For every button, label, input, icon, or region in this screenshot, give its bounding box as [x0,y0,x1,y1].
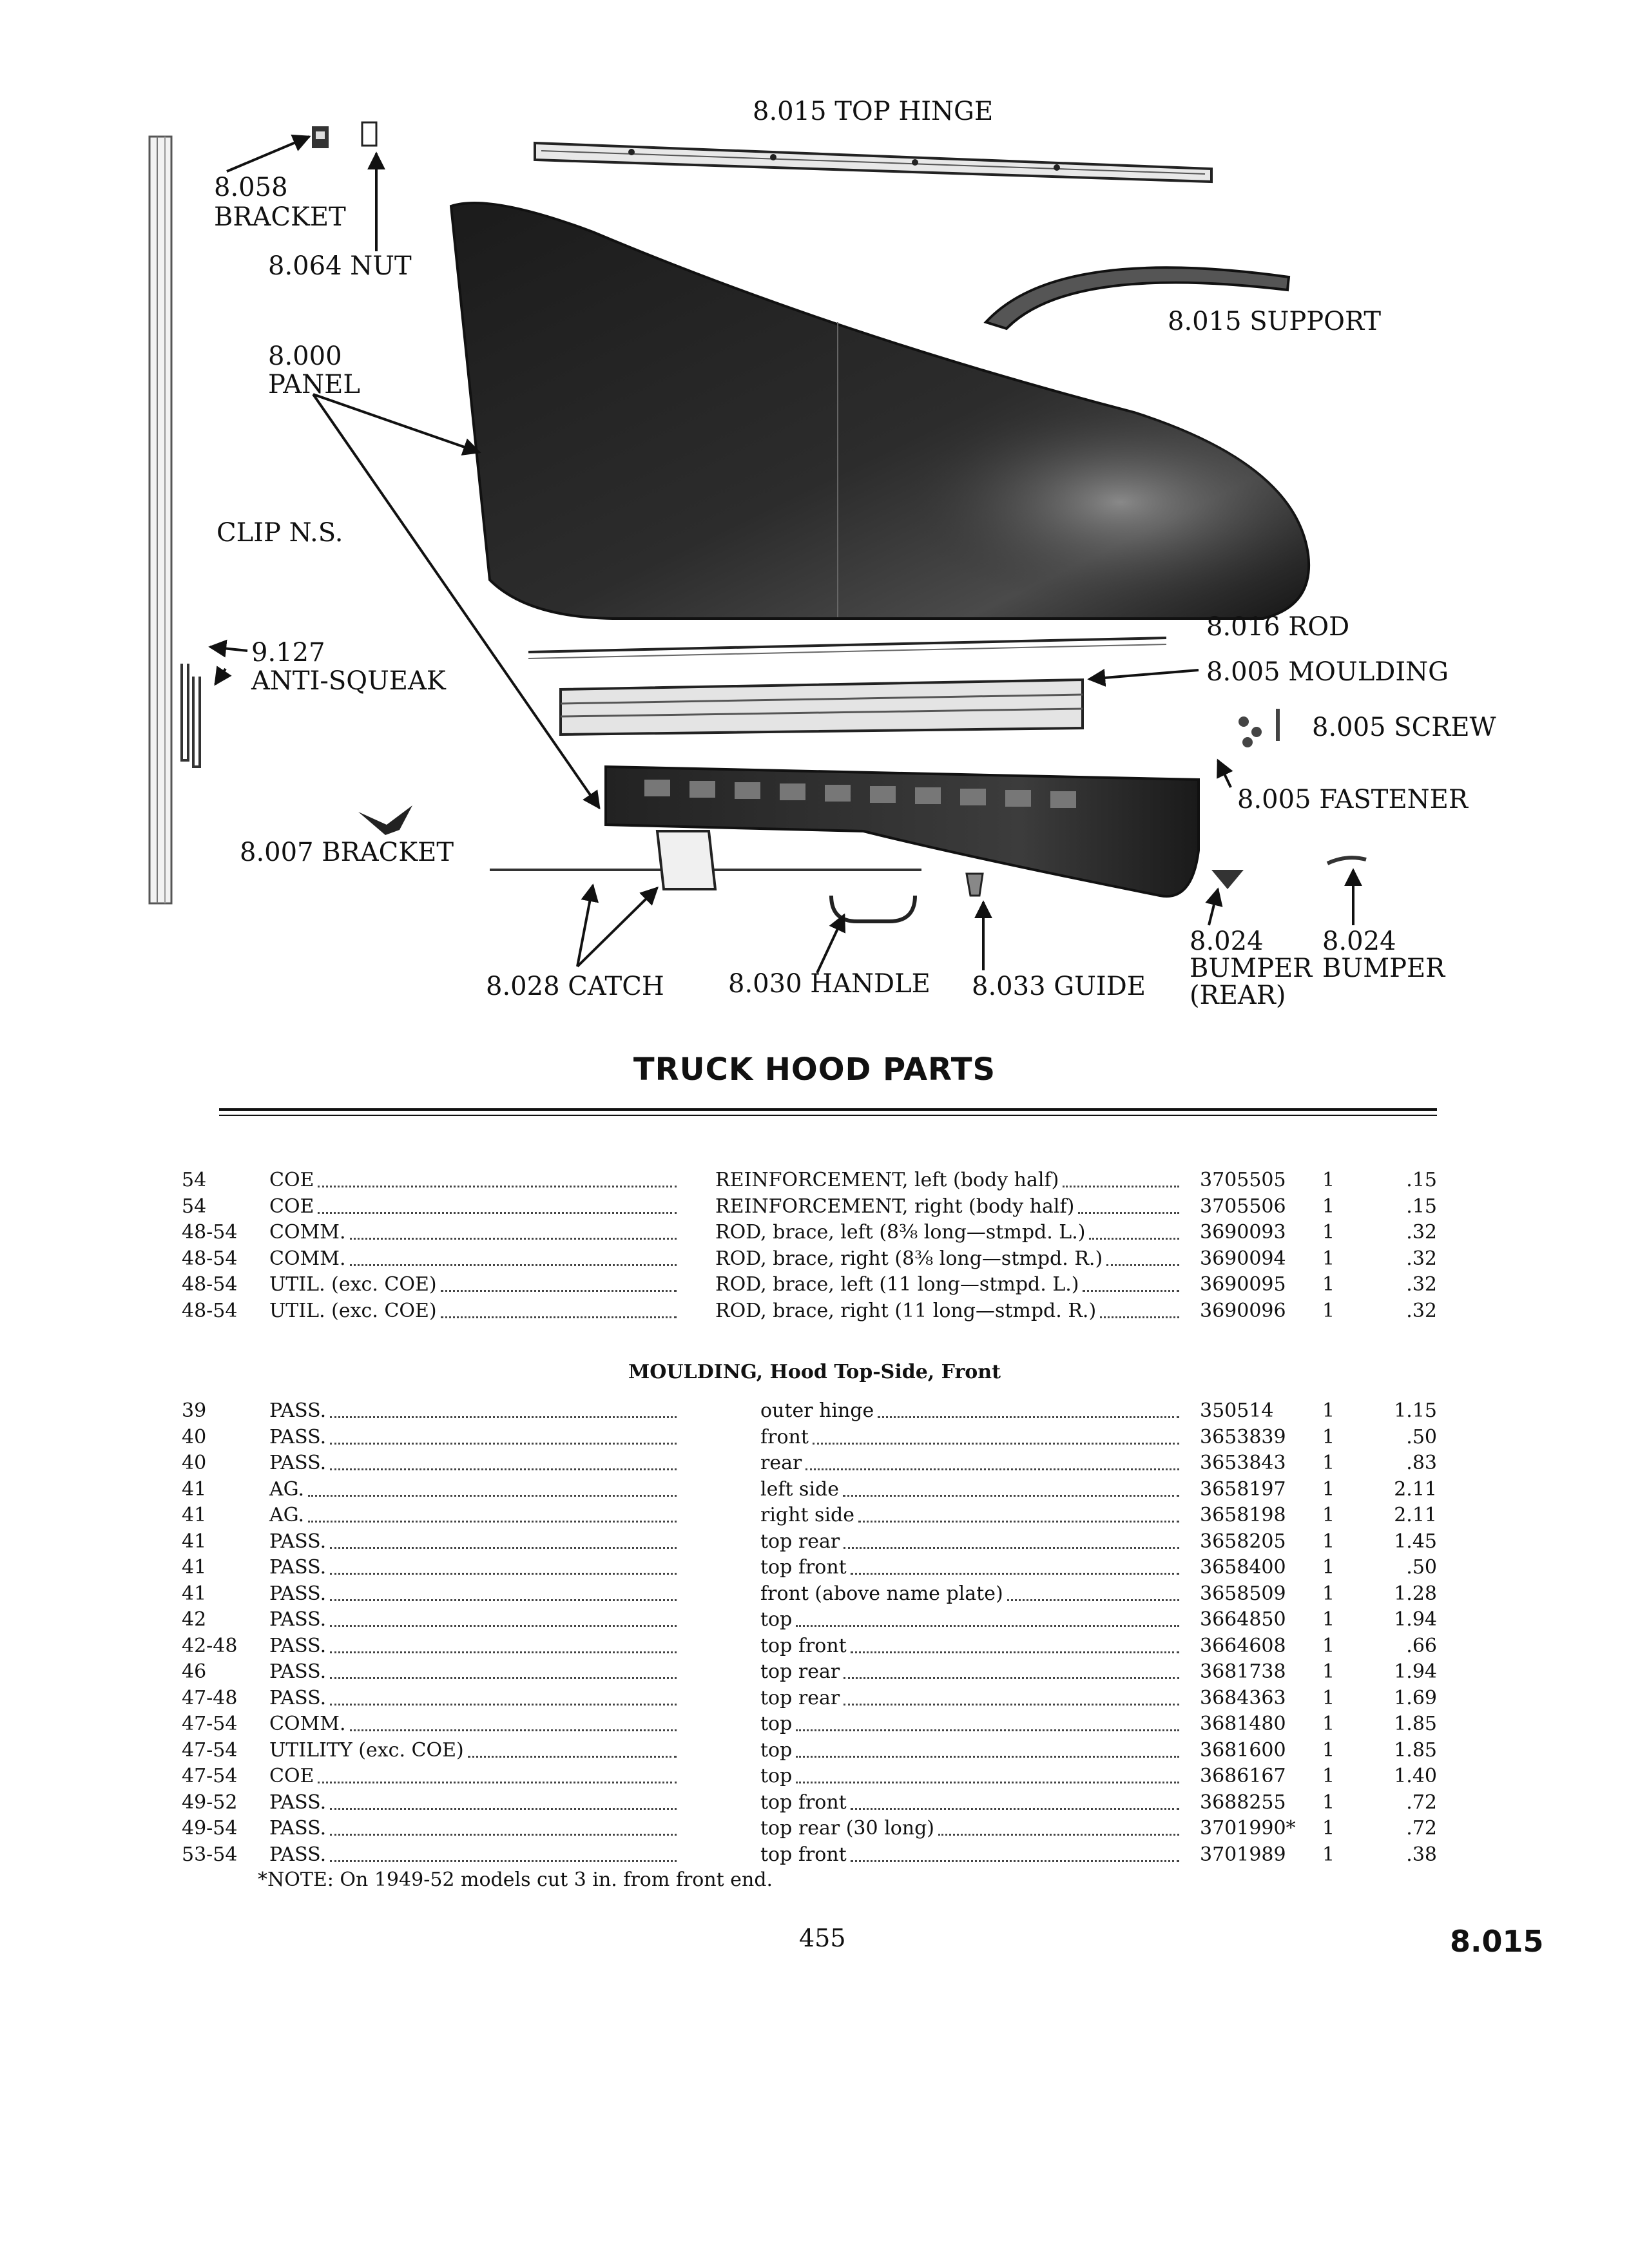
dot-leader [1083,1290,1179,1292]
price-cell: 1.28 [1394,1582,1437,1605]
year-cell: 41 [182,1556,207,1579]
title-rule-thin [219,1115,1437,1116]
quantity-cell: 1 [1322,1425,1335,1448]
part-number-cell: 3681480 [1200,1713,1286,1735]
model-cell: PASS. [269,1582,327,1605]
description-cell: ROD, brace, left (8⅜ long—stmpd. L.) [715,1221,1086,1244]
price-cell: .32 [1406,1299,1437,1322]
dot-leader [813,1443,1179,1445]
dot-leader [350,1264,677,1266]
table-row [0,1246,1629,1273]
quantity-cell: 1 [1322,1791,1335,1814]
price-cell: 1.69 [1394,1686,1437,1709]
table-row [0,1607,1629,1633]
bracket-8058-part [312,126,329,148]
year-cell: 41 [182,1530,207,1553]
description-cell: REINFORCEMENT, right (body half) [715,1195,1075,1218]
quantity-cell: 1 [1322,1817,1335,1840]
label-bumper-rear-number: 8.024 [1190,927,1264,956]
model-cell: PASS. [269,1530,327,1553]
model-cell: PASS. [269,1556,327,1579]
year-cell: 49-54 [182,1817,238,1840]
table-row [0,1272,1629,1298]
model-cell: PASS. [269,1817,327,1840]
model-cell: UTILITY (exc. COE) [269,1738,464,1762]
part-number-cell: 3658198 [1200,1504,1286,1526]
dot-leader [308,1521,677,1523]
part-number-cell: 3684363 [1200,1686,1286,1709]
table-row [0,1503,1629,1529]
model-cell: PASS. [269,1608,327,1631]
model-cell: PASS. [269,1660,327,1683]
year-cell: 41 [182,1582,207,1605]
label-nut: 8.064 NUT [268,251,412,281]
table-row [0,1763,1629,1790]
table-row [0,1168,1629,1194]
quantity-cell: 1 [1322,1765,1335,1787]
description-cell: top rear [760,1686,840,1709]
dot-leader [843,1495,1179,1497]
year-cell: 54 [182,1169,207,1191]
quantity-cell: 1 [1322,1399,1335,1422]
price-cell: .72 [1406,1817,1437,1840]
description-cell: ROD, brace, left (11 long—stmpd. L.) [715,1273,1079,1296]
label-anti-squeak-number: 9.127 [251,638,325,668]
dot-leader [441,1316,677,1318]
quantity-cell: 1 [1322,1738,1335,1762]
anti-squeak-part [182,664,200,767]
dot-leader [1063,1186,1179,1187]
model-cell: PASS. [269,1686,327,1709]
dot-leader [851,1573,1179,1575]
dot-leader [330,1860,677,1862]
dot-leader [938,1834,1179,1836]
model-cell: AG. [269,1477,305,1501]
table-row [0,1790,1629,1816]
year-cell: 47-48 [182,1686,238,1709]
dot-leader [851,1651,1179,1653]
dot-leader [843,1547,1179,1549]
quantity-cell: 1 [1322,1713,1335,1735]
description-cell: top front [760,1556,847,1579]
price-cell: .66 [1406,1634,1437,1657]
price-cell: .72 [1406,1791,1437,1814]
label-fastener: 8.005 FASTENER [1237,785,1468,814]
page-title: TRUCK HOOD PARTS [633,1052,996,1088]
label-bumper-number: 8.024 [1322,927,1396,956]
label-handle: 8.030 HANDLE [728,969,930,999]
year-cell: 46 [182,1660,207,1683]
quantity-cell: 1 [1322,1452,1335,1474]
label-rod: 8.016 ROD [1206,612,1350,642]
part-number-cell: 3681600 [1200,1738,1286,1762]
year-cell: 48-54 [182,1247,238,1270]
part-number-cell: 3701990* [1200,1817,1296,1840]
table-row [0,1581,1629,1608]
price-cell: 1.85 [1394,1738,1437,1762]
table-row [0,1659,1629,1686]
price-cell: 2.11 [1394,1477,1437,1501]
description-cell: ROD, brace, right (8⅜ long—stmpd. R.) [715,1247,1103,1270]
quantity-cell: 1 [1322,1504,1335,1526]
dot-leader [318,1782,677,1783]
year-cell: 47-54 [182,1738,238,1762]
bumper-part [1327,858,1366,863]
dot-leader [330,1443,677,1445]
label-guide: 8.033 GUIDE [972,972,1146,1001]
quantity-cell: 1 [1322,1247,1335,1270]
label-top-hinge: 8.015 TOP HINGE [753,97,994,126]
top-hinge-part [535,143,1211,182]
part-number-cell: 3664850 [1200,1608,1286,1631]
quantity-cell: 1 [1322,1556,1335,1579]
description-cell: top front [760,1634,847,1657]
table-row [0,1842,1629,1869]
table-row [0,1298,1629,1325]
dot-leader [843,1677,1179,1679]
part-number-cell: 3701989 [1200,1843,1286,1866]
dot-leader [858,1521,1179,1523]
description-cell: REINFORCEMENT, left (body half) [715,1169,1059,1191]
year-cell: 54 [182,1195,207,1218]
description-cell: front (above name plate) [760,1582,1003,1605]
label-bumper-rear-note: (REAR) [1190,981,1286,1010]
quantity-cell: 1 [1322,1608,1335,1631]
price-cell: .32 [1406,1247,1437,1270]
moulding-section-heading: MOULDING, Hood Top-Side, Front [628,1361,1001,1383]
model-cell: COMM. [269,1247,346,1270]
table-row [0,1711,1629,1738]
table-row [0,1450,1629,1477]
label-anti-squeak-name: ANTI-SQUEAK [251,666,446,696]
description-cell: left side [760,1477,839,1501]
guide-part [967,874,983,896]
dot-leader [330,1573,677,1575]
quantity-cell: 1 [1322,1530,1335,1553]
table-row [0,1398,1629,1425]
dot-leader [468,1756,677,1758]
table-row [0,1529,1629,1555]
price-cell: .15 [1406,1195,1437,1218]
dot-leader [796,1729,1179,1731]
label-panel-name: PANEL [268,370,360,399]
label-bracket-number: 8.058 [214,173,288,202]
price-cell: .15 [1406,1169,1437,1191]
dot-leader [330,1677,677,1679]
dot-leader [1078,1212,1179,1214]
dot-leader [330,1808,677,1810]
description-cell: top rear (30 long) [760,1817,935,1840]
part-number-cell: 3690093 [1200,1221,1286,1244]
quantity-cell: 1 [1322,1686,1335,1709]
price-cell: 1.94 [1394,1608,1437,1631]
part-number-cell: 3688255 [1200,1791,1286,1814]
part-number-cell: 3658197 [1200,1477,1286,1501]
description-cell: outer hinge [760,1399,874,1422]
part-number-cell: 3664608 [1200,1634,1286,1657]
dot-leader [843,1704,1179,1706]
dot-leader [330,1704,677,1706]
quantity-cell: 1 [1322,1169,1335,1191]
model-cell: COE [269,1169,314,1191]
description-cell: top front [760,1791,847,1814]
bracket-8007-part [358,805,412,835]
table-row [0,1194,1629,1220]
dot-leader [796,1756,1179,1758]
year-cell: 41 [182,1504,207,1526]
dot-leader [1007,1599,1179,1601]
quantity-cell: 1 [1322,1273,1335,1296]
label-bumper-rear-name: BUMPER [1190,954,1313,983]
year-cell: 41 [182,1477,207,1501]
year-cell: 49-52 [182,1791,238,1814]
price-cell: 1.15 [1394,1399,1437,1422]
part-number-cell: 350514 [1200,1399,1274,1422]
part-number-cell: 3658400 [1200,1556,1286,1579]
title-rule [219,1108,1437,1111]
model-cell: COMM. [269,1221,346,1244]
dot-leader [851,1808,1179,1810]
part-number-cell: 3705506 [1200,1195,1286,1218]
price-cell: .38 [1406,1843,1437,1866]
description-cell: top front [760,1843,847,1866]
description-cell: top [760,1765,793,1787]
table-row [0,1686,1629,1712]
description-cell: ROD, brace, right (11 long—stmpd. R.) [715,1299,1097,1322]
description-cell: top rear [760,1530,840,1553]
nut-8064-part [362,122,376,146]
description-cell: top [760,1713,793,1735]
table-row [0,1425,1629,1451]
model-cell: AG. [269,1504,305,1526]
part-number-cell: 3690096 [1200,1299,1286,1322]
dot-leader [796,1625,1179,1627]
part-number-cell: 3690095 [1200,1273,1286,1296]
dot-leader [1100,1316,1179,1318]
quantity-cell: 1 [1322,1477,1335,1501]
year-cell: 48-54 [182,1299,238,1322]
quantity-cell: 1 [1322,1843,1335,1866]
label-screw: 8.005 SCREW [1312,713,1496,742]
label-support: 8.015 SUPPORT [1168,307,1382,336]
part-number-cell: 3653843 [1200,1452,1286,1474]
price-cell: 2.11 [1394,1504,1437,1526]
fastener-screw-part [1239,709,1280,747]
year-cell: 42-48 [182,1634,238,1657]
model-cell: PASS. [269,1452,327,1474]
quantity-cell: 1 [1322,1634,1335,1657]
year-cell: 47-54 [182,1713,238,1735]
model-cell: PASS. [269,1634,327,1657]
description-cell: top [760,1738,793,1762]
model-cell: COMM. [269,1713,346,1735]
label-bracket-name: BRACKET [214,202,346,232]
label-bumper-name: BUMPER [1322,954,1445,983]
table-row [0,1477,1629,1503]
label-moulding: 8.005 MOULDING [1206,657,1449,687]
label-bracket-8007: 8.007 BRACKET [240,838,454,867]
clip-strip [149,137,171,903]
dot-leader [350,1238,677,1240]
dot-leader [330,1547,677,1549]
year-cell: 47-54 [182,1765,238,1787]
description-cell: right side [760,1504,855,1526]
part-number-cell: 3681738 [1200,1660,1286,1683]
model-cell: PASS. [269,1791,327,1814]
year-cell: 40 [182,1425,207,1448]
dot-leader [330,1651,677,1653]
dot-leader [330,1416,677,1418]
model-cell: PASS. [269,1843,327,1866]
model-cell: PASS. [269,1399,327,1422]
dot-leader [851,1860,1179,1862]
quantity-cell: 1 [1322,1660,1335,1683]
rod-8016-part [528,638,1166,658]
part-number-cell: 3658205 [1200,1530,1286,1553]
price-cell: .32 [1406,1273,1437,1296]
dot-leader [441,1290,677,1292]
bumper-rear-part [1211,870,1244,889]
quantity-cell: 1 [1322,1221,1335,1244]
section-number: 8.015 [1450,1924,1544,1959]
dot-leader [308,1495,677,1497]
table-row [0,1633,1629,1660]
dot-leader [318,1186,677,1187]
dot-leader [1089,1238,1179,1240]
label-catch: 8.028 CATCH [486,972,664,1001]
dot-leader [318,1212,677,1214]
dot-leader [878,1416,1179,1418]
table-row [0,1738,1629,1764]
year-cell: 53-54 [182,1843,238,1866]
dot-leader [330,1468,677,1470]
table-row [0,1220,1629,1246]
part-number-cell: 3653839 [1200,1425,1286,1448]
price-cell: 1.45 [1394,1530,1437,1553]
price-cell: .32 [1406,1221,1437,1244]
table-row [0,1816,1629,1842]
part-number-cell: 3658509 [1200,1582,1286,1605]
description-cell: rear [760,1452,802,1474]
model-cell: COE [269,1195,314,1218]
year-cell: 48-54 [182,1273,238,1296]
model-cell: UTIL. (exc. COE) [269,1273,437,1296]
dot-leader [330,1599,677,1601]
part-number-cell: 3705505 [1200,1169,1286,1191]
price-cell: .50 [1406,1425,1437,1448]
dot-leader [796,1782,1179,1783]
price-cell: 1.94 [1394,1660,1437,1683]
model-cell: UTIL. (exc. COE) [269,1299,437,1322]
dot-leader [350,1729,677,1731]
page-number: 455 [799,1924,846,1952]
price-cell: .83 [1406,1452,1437,1474]
part-number-cell: 3690094 [1200,1247,1286,1270]
part-number-cell: 3686167 [1200,1765,1286,1787]
label-clip: CLIP N.S. [217,518,343,548]
year-cell: 48-54 [182,1221,238,1244]
footnote: *NOTE: On 1949-52 models cut 3 in. from front end. [258,1869,773,1891]
model-cell: PASS. [269,1425,327,1448]
year-cell: 39 [182,1399,207,1422]
quantity-cell: 1 [1322,1582,1335,1605]
description-cell: front [760,1425,809,1448]
dot-leader [805,1468,1179,1470]
hood-panel-part [451,203,1309,619]
price-cell: .50 [1406,1556,1437,1579]
quantity-cell: 1 [1322,1299,1335,1322]
dot-leader [330,1625,677,1627]
table-row [0,1555,1629,1581]
price-cell: 1.85 [1394,1713,1437,1735]
quantity-cell: 1 [1322,1195,1335,1218]
model-cell: COE [269,1765,314,1787]
year-cell: 42 [182,1608,207,1631]
dot-leader [1106,1264,1179,1266]
description-cell: top [760,1608,793,1631]
year-cell: 40 [182,1452,207,1474]
moulding-8005-part [561,680,1083,735]
description-cell: top rear [760,1660,840,1683]
price-cell: 1.40 [1394,1765,1437,1787]
dot-leader [330,1834,677,1836]
label-panel-number: 8.000 [268,341,342,371]
catch-part [490,831,921,889]
